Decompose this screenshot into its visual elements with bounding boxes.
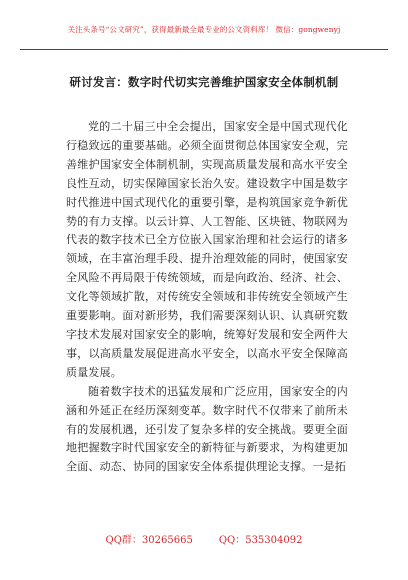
page-footer	[0, 531, 408, 546]
page-header	[20, 0, 388, 50]
document-body	[66, 118, 348, 477]
footer-qq-group: QQ群：30265665	[105, 535, 193, 546]
footer-qq: QQ：535304092	[218, 535, 303, 546]
document-title: 研讨发言：数字时代切实完善维护国家安全体制机制	[69, 75, 339, 89]
paragraph: 党的二十届三中全会提出，国家安全是中国式现代化行稳致远的重要基础。必须全面贯彻总体国家安全观，完善维护国家安全体制机制，实现高质量发展和高水平安全良性互动，切实保障国家长治久安。建设数字中国是数字时代推进中国式现代化的重要引擎，是构筑国家竞争新优势的有力支撑。以云计算、人工智能、区块链、物联网为代表的数字技术已全方位嵌入国家治理和社会运行的诸多领域，在丰富治理手段、提升治理效能的同时，使国家安全风险不再局限于传统领域，而是向政治、经济、社会、文化等领域扩散，对传统安全领域和非传统安全领域产生重要影响。面对新形势，我们需要深刻认识、认真研究数字技术发展对国家安全的影响，统筹好发展和安全两件大事，以高质量发展促进高水平安全，以高水平安全保障高质量发展。	[66, 120, 348, 379]
paragraph: 随着数字技术的迅猛发展和广泛应用，国家安全的内涵和外延正在经历深刻变革。数字时代不仅带来了前所未有的发展机遇，还引发了复杂多样的安全挑战。要更全面地把握数字时代国家安全的新特征与新要求，为构建更加全面、动态、协同的国家安全体系提供理论支撑。一是拓	[66, 384, 348, 474]
header-promo-text: 关注头条号“公文研究”，获得最新最全最专业的公文资料库！ 微信：gongwenyj	[67, 25, 341, 34]
